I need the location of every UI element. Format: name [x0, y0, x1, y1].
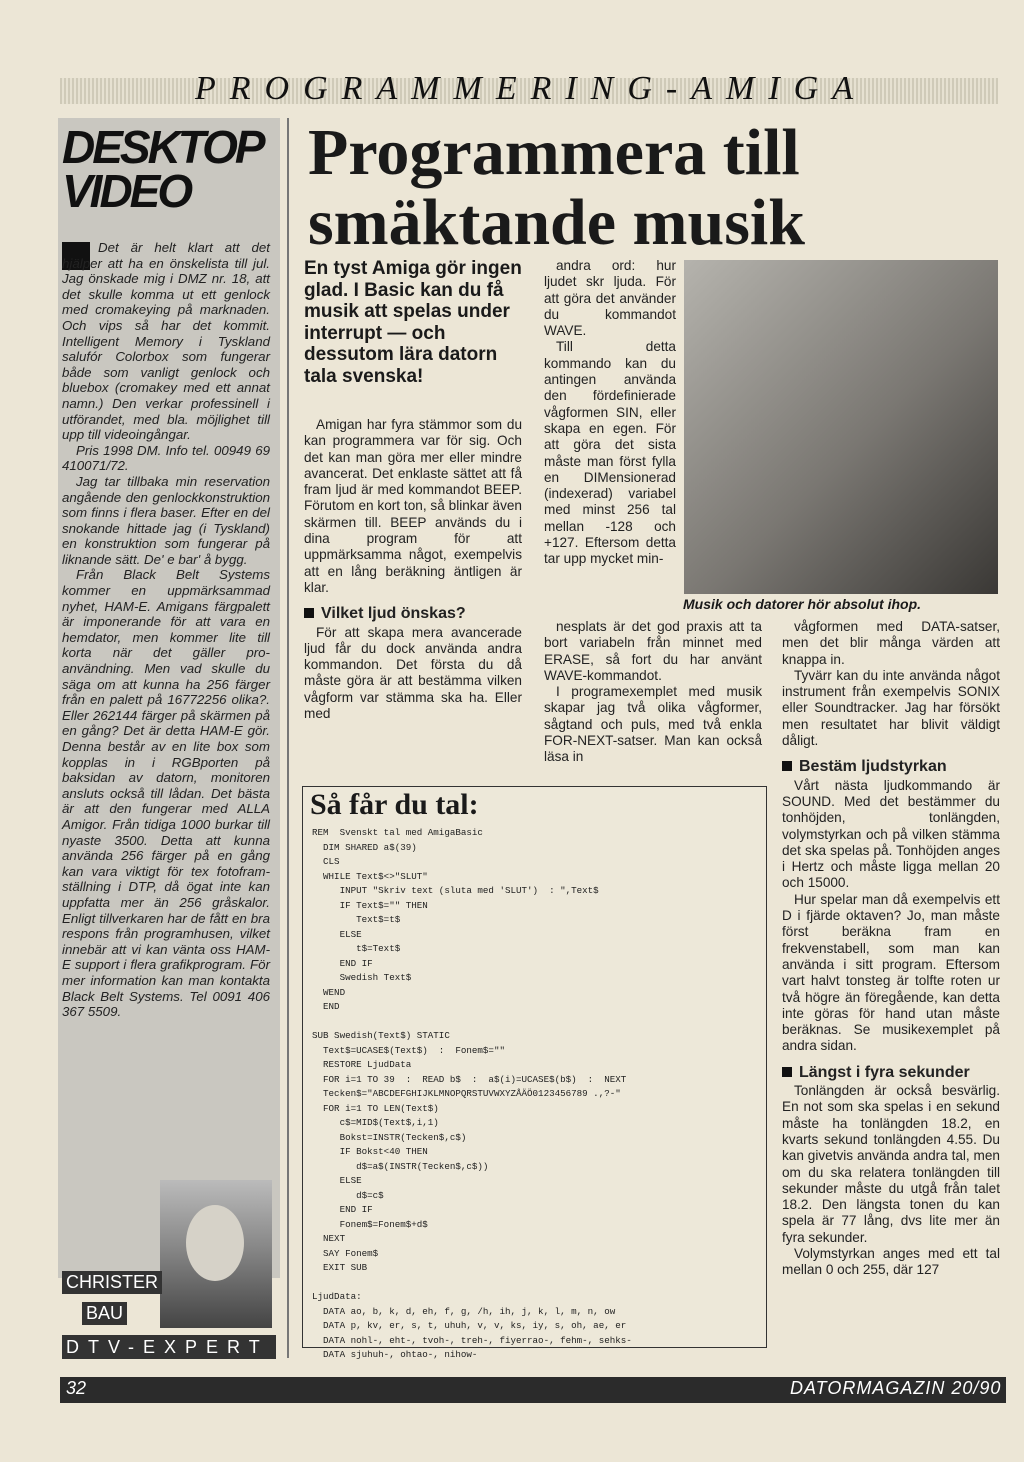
sidebar-paragraph: Det är helt klart att det hjälper att ha en önskelista till jul. Jag önskade mig i DMZ nr. 18, att det skulle komma ut ett genlock med cromakeying på marknaden. Och vips så har det kommit. Intelligent Memory i Tyskland salufór Colorbox som fungerar både som vanligt genlock och bluebox (cromakey med ett annat namn.) Den verkar professinell i utförandet, med bla. möjlighet till upp till videoingångar.	[62, 240, 270, 443]
subheading: Vilket ljud önskas?	[304, 606, 522, 622]
author-first-name: CHRISTER	[62, 1271, 162, 1294]
paragraph: För att skapa mera avancerade ljud får du dock använda andra kommandon. Det första du då måste göra är att bestämma vilken vågform var stämma ska ha. Eller med	[304, 624, 522, 722]
paragraph: nesplats är det god praxis att ta bort variabeln från minnet med ERASE, så fort du har använt WAVE-kommandot.	[544, 619, 762, 683]
paragraph: I programexemplet med musik skapar jag två olika vågformer, sågtand och puls, med två enkla FOR-NEXT-satser. Man kan också läsa in	[544, 684, 762, 765]
code-box-title: Så får du tal:	[310, 788, 479, 821]
paragraph: vågformen med DATA-satser, men det blir många värden att knappa in.	[782, 619, 1000, 667]
paragraph: Vårt nästa ljudkommando är SOUND. Med det bestämmer du tonhöjden, tonlängden, volymstyrkan och på vilken stämma det ska spelas på. Tonhöjden anges i Hertz och måste ligga mellan 20 och 15000.	[782, 777, 1000, 891]
magazine-issue: DATORMAGAZIN 20/90	[790, 1378, 1002, 1398]
author-role: DTV-EXPERT	[62, 1335, 276, 1359]
column-divider	[287, 118, 289, 1358]
article-column-3	[782, 619, 1000, 1279]
column-logo-line1: DESKTOP	[62, 121, 263, 173]
paragraph: Amigan har fyra stämmor som du kan programmera var för sig. Och det kan man göra mer eller mindre avancerat. Det enklaste sättet att få fram ljud är med kommandot BEEP. Förutom en kort ton, så blinkar även skärmen till. BEEP används du i dina program för att uppmärksamma något, exempelvis att en lång beräkning äntligen är klar.	[304, 417, 522, 595]
section-title: PROGRAMMERING-AMIGA	[195, 70, 867, 107]
photo-caption: Musik och datorer hör absolut ihop.	[683, 596, 922, 612]
sidebar-paragraph: Från Black Belt Systems kommer en uppmärksammad nyhet, HAM-E. Amigans färgpalett är imponerande för att vara en hemdator, men kommer lite till korta när det gäller pro-användning. Men vad skulle du säga om att kunna ha 256 färger från en palett på 16772256 olika?. Eller 262144 färger på skärmen på en gång? Det är detta HAM-E gör. Denna består av en lite box som kopplas in i RGBporten på baksidan av datorn, monitoren ansluts också till lådan. Det bästa är att den fungerar med ALLA Amigor. Från tidiga 1000 burkar till nyaste 3500. Detta att kunna använda 256 färger på en gång kan vara viktigt för tex fotoframställning i DTP, då ögat inte kan uppfatta mer än 256 gråskalor. Enligt tillverkaren har de fått en bra respons från programhusen, vilket innebär att vi kan vänta oss HAM-E support i flera grafikprogram. För mer information kan man kontakta Black Belt Systems. Tel 0091 406 367 5509.	[62, 567, 270, 1020]
article-column-1	[304, 417, 522, 722]
author-last-name: BAU	[82, 1302, 127, 1325]
paragraph: Till detta kommando kan du antingen använda den fördefinierade vågformen SIN, eller skapa en egen. För att göra det sista måste man först fylla en DIMensionerad (indexerad) variabel med minst 256 tal mellan -128 och +127. Eftersom detta tar upp mycket min-	[544, 339, 676, 567]
sidebar-paragraph: Jag tar tillbaka min reservation angående den genlockkonstruktion som finns i flera baser. Efter en del snokande hittade jag (i Tyskland) en konstruktion som fungerar på liknande sätt. De' e bar' å bygg.	[62, 473, 270, 567]
subheading: Längst i fyra sekunder	[782, 1065, 1000, 1081]
article-column-2	[544, 258, 676, 568]
author-face	[186, 1205, 244, 1281]
paragraph: Volymstyrkan anges med ett tal mellan 0 och 255, där 127	[782, 1245, 1000, 1278]
page-number: 32	[66, 1378, 87, 1398]
code-listing: REM Svenskt tal med AmigaBasic DIM SHARED a$(39) CLS WHILE Text$<>"SLUT" INPUT "Skriv text (sluta med 'SLUT') : ",Text$ IF Text$="" THEN Text$=t$ ELSE t$=Text$ END IF Swedish Text$ WEND END SUB Swedish(Text$) STATIC Text$=UCASE$(Text$) : Fonem$="" RESTORE LjudData FOR i=1 TO 39 : READ b$ : a$(i)=UCASE$(b$) : NEXT Tecken$="ABCDEFGHIJKLMNOPQRSTUVWXYZÅÄÖ0123456789 .,?-" FOR i=1 TO LEN(Text$) c$=MID$(Text$,i,1) Bokst=INSTR(Tecken$,c$) IF Bokst<40 THEN d$=a$(INSTR(Tecken$,c$)) ELSE d$=c$ END IF Fonem$=Fonem$+d$ NEXT SAY Fonem$ EXIT SUB LjudData: DATA ao, b, k, d, eh, f, g, /h, ih, j, k, l, m, n, ow DATA p, kv, er, s, t, uhuh, v, v, ks, iy, s, oh, ae, er DATA nohl-, eht-, tvoh-, treh-, fiyerrao-, fehm-, sehks- DATA sjuhuh-, ohtao-, nihow-	[312, 827, 632, 1360]
column-logo-line2: VIDEO	[62, 165, 191, 217]
sidebar-text	[62, 240, 270, 1020]
article-intro: En tyst Amiga gör ingen glad. I Basic kan du få musik att spelas under interrupt — och dessutom lära datorn tala svenska!	[304, 258, 522, 387]
article-title-line2: smäktande musik	[308, 186, 805, 259]
subheading: Bestäm ljudstyrkan	[782, 759, 1000, 775]
paragraph: Hur spelar man då exempelvis ett D i fjärde oktaven? Jo, man måste först beräkna fram en frekvenstabell, som man kan använda i sitt program. Eftersom vart halvt tonsteg är tolfte roten ur två högre än föregående, kan detta inte göras för hand utan måste beräknas. Se musikexemplet på andra sidan.	[782, 891, 1000, 1054]
paragraph: andra ord: hur ljudet skr ljuda. För att göra det använder du kommandot WAVE.	[544, 258, 676, 339]
paragraph: Tyvärr kan du inte använda något instrument från exempelvis SONIX eller Soundtracker. Jag har försökt men resultatet har blivit väldigt dåligt.	[782, 667, 1000, 749]
paragraph: Tonlängden är också besvärlig. En not som ska spelas i en sekund måste ha tonlängden 18.2, en kvarts sekund tonlängden 4.55. Du kan givetvis använda andra tal, men om du ska relatera tonlängden till sekunder måste du utgå från talet 18.2. Den längsta tonen du kan spela är 77 lång, dvs lite mer än fyra sekunder.	[782, 1083, 1000, 1245]
article-title-line1: Programmera till	[308, 116, 800, 189]
article-photo	[684, 260, 998, 594]
article-column-2b	[544, 619, 762, 766]
sidebar-paragraph: Pris 1998 DM. Info tel. 00949 69 410071/72.	[62, 442, 270, 474]
